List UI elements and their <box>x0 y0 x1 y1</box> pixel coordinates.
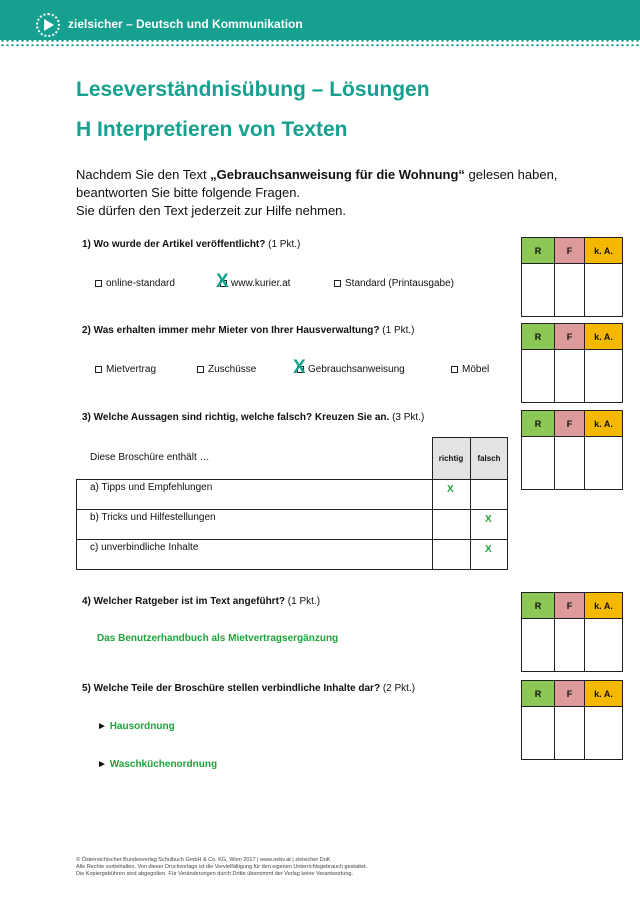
score-ka: k. A. <box>585 324 622 350</box>
question-4: 4) Welcher Ratgeber ist im Text angeführt? (1 Pkt.) <box>82 596 321 607</box>
score-box-q2 <box>521 323 623 403</box>
q2-option-3: Gebrauchsanweisung <box>297 364 405 375</box>
question-2: 2) Was erhalten immer mehr Mieter von Ihrer Hausverwaltung? (1 Pkt.) <box>82 325 415 336</box>
score-box-q1 <box>521 237 623 317</box>
score-f: F <box>555 324 585 350</box>
arrow-right-icon: ► <box>97 759 107 770</box>
table-row-a: a) Tipps und Empfehlungen <box>90 482 213 493</box>
question-3: 3) Welche Aussagen sind richtig, welche falsch? Kreuzen Sie an. (3 Pkt.) <box>82 412 425 423</box>
page-title: Leseverständnisübung – Lösungen <box>76 78 430 101</box>
answer-4: Das Benutzerhandbuch als Mietvertragsergänzung <box>97 633 339 644</box>
score-f: F <box>555 593 585 619</box>
score-box-q3 <box>521 410 623 490</box>
page-subtitle: H Interpretieren von Texten <box>76 118 348 141</box>
selected-cross-mark: X <box>216 271 229 292</box>
score-box-q4 <box>521 592 623 672</box>
checkbox-icon <box>95 280 102 287</box>
mark-falsch-c: X <box>485 544 492 555</box>
score-r: R <box>522 238 555 264</box>
table-lead-text: Diese Broschüre enthält … <box>90 452 210 463</box>
selected-cross-mark: X <box>293 357 306 378</box>
question-1: 1) Wo wurde der Artikel veröffentlicht? (1 Pkt.) <box>82 239 301 250</box>
checkbox-icon <box>451 366 458 373</box>
intro-text: Nachdem Sie den Text „Gebrauchsanweisung für die Wohnung“ gelesen haben, beantworten Sie bitte folgende Fragen. Sie dürfen den Text jederzeit zur Hilfe nehmen. <box>76 167 558 218</box>
q2-option-1: Mietvertrag <box>95 364 156 375</box>
score-ka: k. A. <box>585 411 622 437</box>
q1-option-3: Standard (Printausgabe) <box>334 278 454 289</box>
score-f: F <box>555 681 585 707</box>
q1-option-2: www.kurier.at <box>220 278 290 289</box>
q2-option-4: Möbel <box>451 364 489 375</box>
checkbox-icon <box>197 366 204 373</box>
score-ka: k. A. <box>585 681 622 707</box>
score-box-q5 <box>521 680 623 760</box>
score-f: F <box>555 238 585 264</box>
question-5: 5) Welche Teile der Broschüre stellen verbindliche Inhalte dar? (2 Pkt.) <box>82 683 416 694</box>
q2-option-2: Zuschüsse <box>197 364 256 375</box>
mark-richtig-a: X <box>447 484 454 495</box>
column-header-richtig: richtig <box>432 437 470 479</box>
brand-name: zielsicher – Deutsch und Kommunikation <box>68 17 303 31</box>
score-r: R <box>522 681 555 707</box>
arrow-right-icon: ► <box>97 721 107 732</box>
score-ka: k. A. <box>585 238 622 264</box>
score-r: R <box>522 593 555 619</box>
answer-5-2: ► Waschküchenordnung <box>97 759 218 770</box>
table-row-c: c) unverbindliche Inhalte <box>90 542 199 553</box>
footer-copyright: © Österreichischer Bundesverlag Schulbuch GmbH & Co. KG, Wien 2017 | www.oebv.at | zielsicher DuK Alle Rechte vorbehalten. Von dieser Druckvorlage ist die Vervielfältigung für den eigenen Unterrichtsgebrauch gestattet. Die Kopiergebühren sind abgegolten. Für Veränderungen durch Dritte übernimmt der Verlag keine Verantwortung. <box>76 857 368 877</box>
q3-answer-table <box>76 437 508 570</box>
score-r: R <box>522 411 555 437</box>
table-row-b: b) Tricks und Hilfestellungen <box>90 512 216 523</box>
score-f: F <box>555 411 585 437</box>
checkbox-icon <box>334 280 341 287</box>
mark-falsch-b: X <box>485 514 492 525</box>
column-header-falsch: falsch <box>470 437 508 479</box>
q1-option-1: online-standard <box>95 278 175 289</box>
score-r: R <box>522 324 555 350</box>
header-dotted-edge <box>0 38 640 46</box>
answer-5-1: ► Hausordnung <box>97 721 175 732</box>
score-ka: k. A. <box>585 593 622 619</box>
play-icon <box>44 19 54 31</box>
checkbox-icon <box>95 366 102 373</box>
